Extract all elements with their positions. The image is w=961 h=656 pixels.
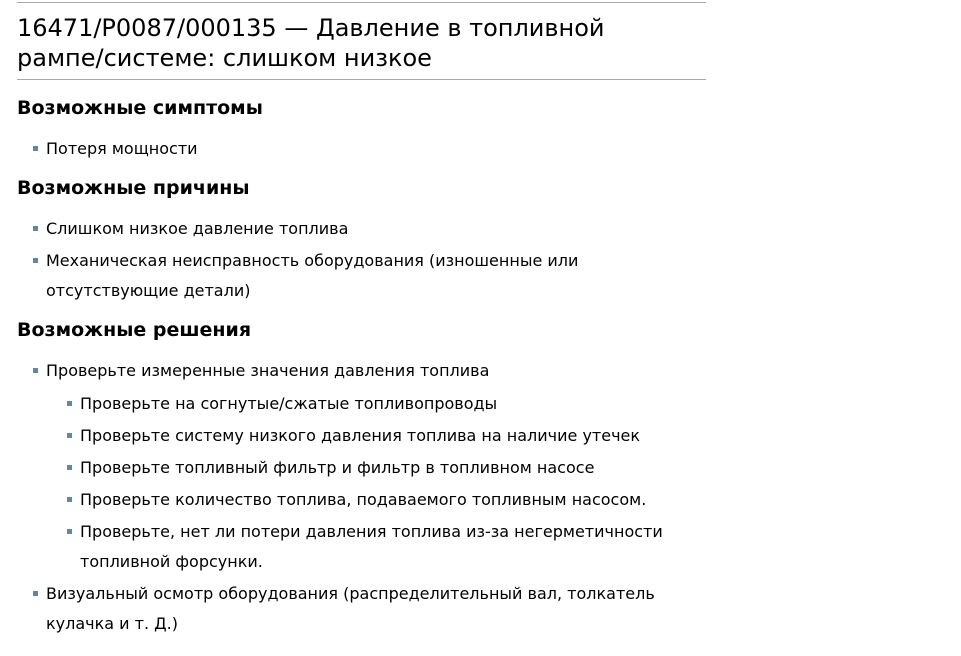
list-item-text: Проверьте топливный фильтр и фильтр в топливном насосе (80, 458, 595, 477)
list-item (33, 214, 706, 244)
list-item (67, 517, 706, 577)
list-item (67, 485, 706, 515)
section-heading-symptoms: Возможные симптомы (17, 97, 263, 119)
list-item-text: Проверьте измеренные значения давления топлива (46, 361, 490, 380)
section-heading-solutions: Возможные решения (17, 319, 252, 341)
list-item-text: Механическая неисправность оборудования (изношенные или отсутствующие детали) (46, 251, 579, 300)
list-item-text: Проверьте на согнутые/сжатые топливопроводы (80, 394, 498, 413)
symptoms-list (17, 134, 706, 164)
list-item (67, 453, 706, 483)
list-item (33, 356, 706, 577)
causes-list (17, 214, 706, 306)
solutions-list (17, 356, 706, 639)
list-item-text: Потеря мощности (46, 139, 198, 158)
list-item-text: Проверьте систему низкого давления топлива на наличие утечек (80, 426, 641, 445)
list-item (33, 579, 706, 639)
list-item (33, 134, 706, 164)
list-item-text: Слишком низкое давление топлива (46, 219, 349, 238)
title-divider (17, 79, 706, 80)
list-item-text: Проверьте количество топлива, подаваемого топливным насосом. (80, 490, 647, 509)
list-item (67, 421, 706, 451)
document-page (17, 0, 706, 639)
list-item (33, 246, 706, 306)
page-title: 16471/P0087/000135 — Давление в топливной рампе/системе: слишком низкое (17, 14, 605, 72)
list-item-text: Проверьте, нет ли потери давления топлива из-за негерметичности топливной форсунки. (80, 522, 663, 571)
solutions-sublist (46, 389, 706, 577)
section-heading-causes: Возможные причины (17, 177, 250, 199)
list-item-text: Визуальный осмотр оборудования (распределительный вал, толкатель кулачка и т. Д.) (46, 584, 655, 633)
top-divider (17, 2, 706, 3)
list-item (67, 389, 706, 419)
